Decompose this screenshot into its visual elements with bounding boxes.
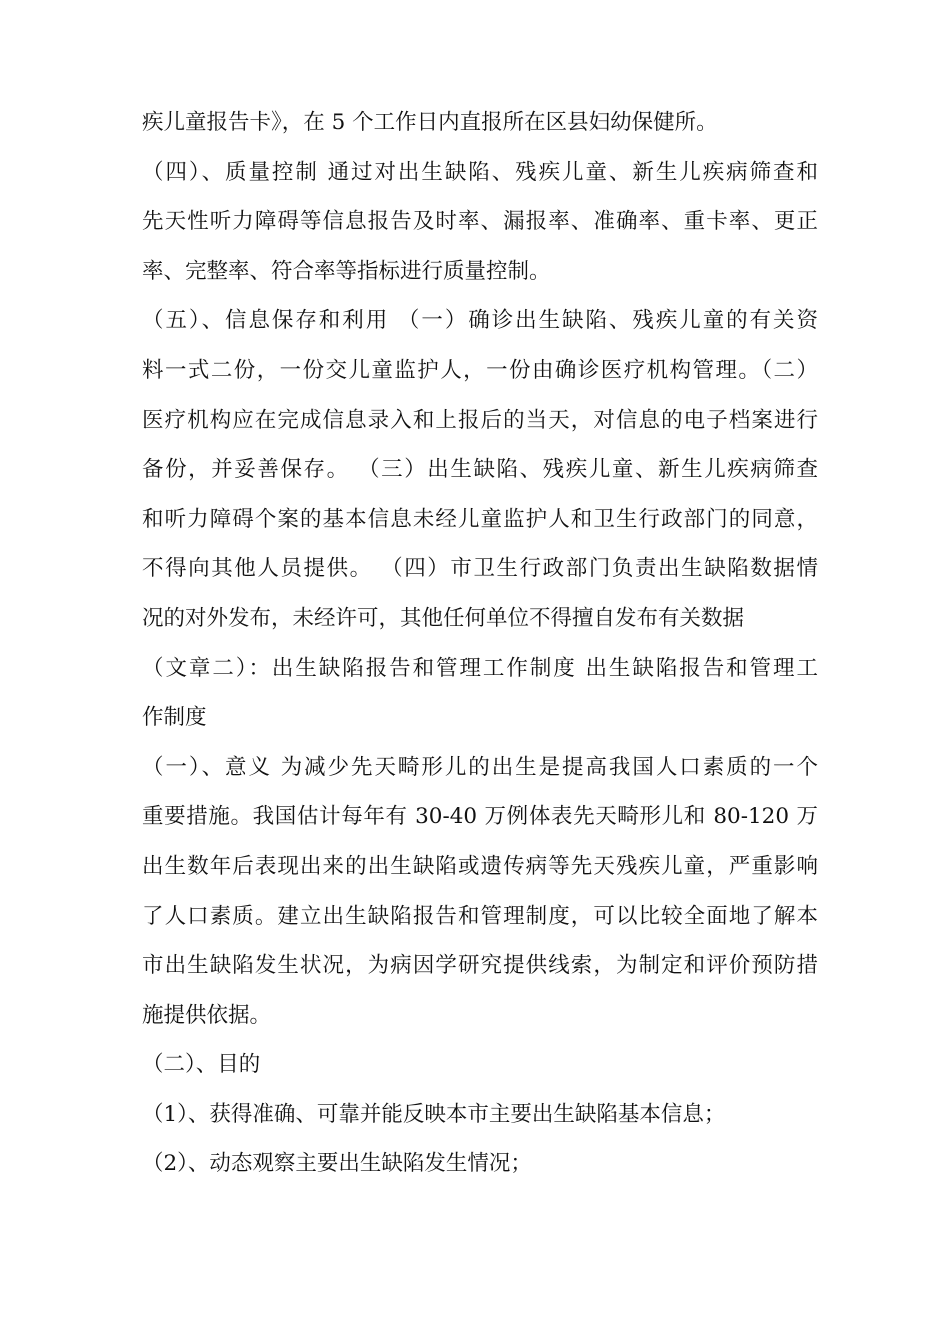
text-line-22: （2）、动态观察主要出生缺陷发生情况；: [142, 1151, 532, 1177]
text-line-7: 医疗机构应在完成信息录入和上报后的当天，对信息的电子档案进行: [142, 407, 818, 433]
text-line-10: 不得向其他人员提供。 （四）市卫生行政部门负责出生缺陷数据情: [142, 556, 818, 582]
text-line-3: 先天性听力障碍等信息报告及时率、漏报率、准确率、重卡率、更正: [142, 209, 818, 235]
text-line-6: 料一式二份，一份交儿童监护人，一份由确诊医疗机构管理。（二）: [142, 357, 818, 383]
text-line-12: （文章二）：出生缺陷报告和管理工作制度 出生缺陷报告和管理工: [142, 655, 818, 681]
text-line-13: 作制度: [142, 705, 207, 731]
text-line-14: （一）、意义 为减少先天畸形儿的出生是提高我国人口素质的一个: [142, 754, 818, 780]
text-line-11: 况的对外发布，未经许可，其他任何单位不得擅自发布有关数据: [142, 605, 745, 631]
text-line-9: 和听力障碍个案的基本信息未经儿童监护人和卫生行政部门的同意，: [142, 506, 818, 532]
text-line-8: 备份，并妥善保存。 （三）出生缺陷、残疾儿童、新生儿疾病筛查: [142, 457, 818, 483]
text-line-18: 市出生缺陷发生状况，为病因学研究提供线索，为制定和评价预防措: [142, 953, 818, 979]
text-line-15: 重要措施。我国估计每年有 30-40 万例体表先天畸形儿和 80-120 万: [142, 804, 818, 830]
text-line-1: 疾儿童报告卡》，在 5 个工作日内直报所在区县妇幼保健所。: [142, 110, 718, 135]
document-body: [142, 98, 818, 1189]
text-line-5: （五）、信息保存和利用 （一）确诊出生缺陷、残疾儿童的有关资: [142, 308, 818, 334]
text-line-4: 率、完整率、符合率等指标进行质量控制。: [142, 258, 551, 284]
text-line-2: （四）、质量控制 通过对出生缺陷、残疾儿童、新生儿疾病筛查和: [142, 159, 818, 185]
text-line-17: 了人口素质。建立出生缺陷报告和管理制度，可以比较全面地了解本: [142, 903, 818, 929]
text-line-16: 出生数年后表现出来的出生缺陷或遗传病等先天残疾儿童，严重影响: [142, 853, 818, 879]
text-line-19: 施提供依据。: [142, 1002, 272, 1028]
text-line-21: （1）、获得准确、可靠并能反映本市主要出生缺陷基本信息；: [142, 1101, 726, 1127]
text-line-20: （二）、目的: [142, 1052, 261, 1078]
